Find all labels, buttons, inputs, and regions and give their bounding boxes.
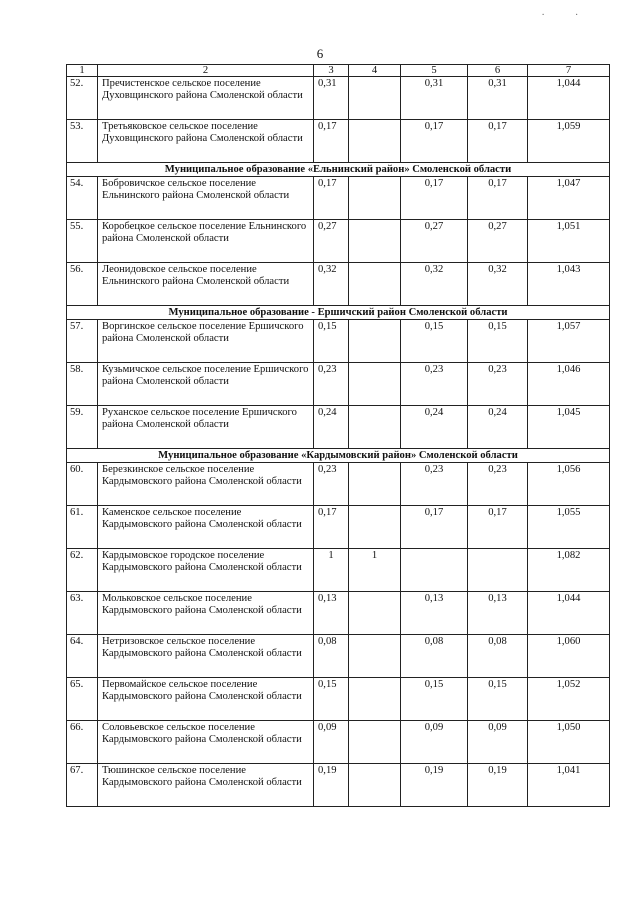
value-col3-cell: 0,15 [314,678,349,721]
coefficient-cell: 1,056 [528,463,610,506]
row-number-cell: 54. [67,177,98,220]
value-col4-cell [349,120,401,163]
coefficient-cell: 1,052 [528,678,610,721]
settlement-name-cell: Кузьмичское сельское поселение Ершичского района Смоленской области [98,363,314,406]
settlement-name-cell: Бобровичское сельское поселение Ельнинского района Смоленской области [98,177,314,220]
row-number-cell: 66. [67,721,98,764]
table-row [67,120,610,163]
value-col6-cell: 0,17 [468,506,528,549]
table-row [67,678,610,721]
row-number-cell: 61. [67,506,98,549]
value-col3-cell: 1 [314,549,349,592]
coefficient-cell: 1,044 [528,592,610,635]
table-row [67,406,610,449]
row-number-cell: 52. [67,77,98,120]
settlements-table [66,64,610,807]
row-number-cell: 62. [67,549,98,592]
row-number-cell: 55. [67,220,98,263]
value-col6-cell: 0,17 [468,177,528,220]
column-header: 4 [349,65,401,77]
value-col5-cell: 0,31 [401,77,468,120]
table-row [67,177,610,220]
coefficient-cell: 1,050 [528,721,610,764]
table-body [67,77,610,807]
coefficient-cell: 1,051 [528,220,610,263]
settlement-name-cell: Воргинское сельское поселение Ершичского района Смоленской области [98,320,314,363]
column-header: 7 [528,65,610,77]
coefficient-cell: 1,059 [528,120,610,163]
value-col4-cell [349,220,401,263]
value-col4-cell [349,463,401,506]
table-row [67,320,610,363]
table-row [67,721,610,764]
settlement-name-cell: Соловьевское сельское поселение Кардымовского района Смоленской области [98,721,314,764]
value-col4-cell [349,635,401,678]
value-col4-cell [349,406,401,449]
value-col4-cell [349,592,401,635]
value-col6-cell [468,549,528,592]
value-col3-cell: 0,17 [314,506,349,549]
row-number-cell: 67. [67,764,98,807]
coefficient-cell: 1,082 [528,549,610,592]
value-col4-cell [349,678,401,721]
value-col5-cell: 0,15 [401,320,468,363]
value-col4-cell [349,506,401,549]
table-row [67,263,610,306]
table-row [67,220,610,263]
coefficient-cell: 1,044 [528,77,610,120]
value-col3-cell: 0,23 [314,463,349,506]
row-number-cell: 63. [67,592,98,635]
value-col6-cell: 0,13 [468,592,528,635]
value-col5-cell: 0,09 [401,721,468,764]
value-col5-cell: 0,23 [401,463,468,506]
column-header: 3 [314,65,349,77]
settlement-name-cell: Первомайское сельское поселение Кардымовского района Смоленской области [98,678,314,721]
settlement-name-cell: Коробецкое сельское поселение Ельнинского района Смоленской области [98,220,314,263]
coefficient-cell: 1,041 [528,764,610,807]
row-number-cell: 56. [67,263,98,306]
settlement-name-cell: Мольковское сельское поселение Кардымовского района Смоленской области [98,592,314,635]
section-title: Муниципальное образование - Ершичский район Смоленской области [67,306,610,320]
coefficient-cell: 1,046 [528,363,610,406]
row-number-cell: 65. [67,678,98,721]
value-col4-cell [349,363,401,406]
value-col6-cell: 0,17 [468,120,528,163]
coefficient-cell: 1,043 [528,263,610,306]
value-col5-cell: 0,17 [401,177,468,220]
value-col3-cell: 0,23 [314,363,349,406]
column-header: 6 [468,65,528,77]
value-col4-cell [349,77,401,120]
value-col4-cell [349,263,401,306]
page-number: 6 [316,46,324,61]
value-col3-cell: 0,27 [314,220,349,263]
row-number-cell: 60. [67,463,98,506]
settlement-name-cell: Каменское сельское поселение Кардымовского района Смоленской области [98,506,314,549]
settlement-name-cell: Кардымовское городское поселение Кардымовского района Смоленской области [98,549,314,592]
value-col6-cell: 0,19 [468,764,528,807]
section-header-row [67,163,610,177]
table-row [67,764,610,807]
value-col3-cell: 0,31 [314,77,349,120]
value-col3-cell: 0,32 [314,263,349,306]
settlement-name-cell: Пречистенское сельское поселение Духовщинского района Смоленской области [98,77,314,120]
value-col5-cell: 0,13 [401,592,468,635]
table-row [67,549,610,592]
value-col5-cell: 0,17 [401,120,468,163]
coefficient-cell: 1,057 [528,320,610,363]
column-number-row [67,65,610,77]
section-title: Муниципальное образование «Ельнинский район» Смоленской области [67,163,610,177]
value-col4-cell: 1 [349,549,401,592]
value-col6-cell: 0,32 [468,263,528,306]
value-col3-cell: 0,17 [314,177,349,220]
coefficient-cell: 1,047 [528,177,610,220]
value-col5-cell: 0,24 [401,406,468,449]
value-col6-cell: 0,27 [468,220,528,263]
value-col6-cell: 0,08 [468,635,528,678]
coefficient-cell: 1,055 [528,506,610,549]
value-col6-cell: 0,15 [468,678,528,721]
table-row [67,463,610,506]
value-col4-cell [349,764,401,807]
settlement-name-cell: Третьяковское сельское поселение Духовщинского района Смоленской области [98,120,314,163]
coefficient-cell: 1,045 [528,406,610,449]
row-number-cell: 59. [67,406,98,449]
row-number-cell: 64. [67,635,98,678]
value-col3-cell: 0,19 [314,764,349,807]
value-col6-cell: 0,31 [468,77,528,120]
section-header-row [67,449,610,463]
value-col3-cell: 0,17 [314,120,349,163]
value-col6-cell: 0,23 [468,463,528,506]
value-col4-cell [349,320,401,363]
scan-marks: . . [541,6,592,18]
column-header: 5 [401,65,468,77]
value-col5-cell: 0,32 [401,263,468,306]
value-col5-cell: 0,15 [401,678,468,721]
table-row [67,592,610,635]
table-row [67,635,610,678]
value-col4-cell [349,721,401,764]
table-row [67,506,610,549]
value-col5-cell: 0,19 [401,764,468,807]
settlement-name-cell: Тюшинское сельское поселение Кардымовского района Смоленской области [98,764,314,807]
settlement-name-cell: Нетризовское сельское поселение Кардымовского района Смоленской области [98,635,314,678]
value-col6-cell: 0,23 [468,363,528,406]
value-col5-cell: 0,23 [401,363,468,406]
table-row [67,363,610,406]
value-col4-cell [349,177,401,220]
value-col3-cell: 0,08 [314,635,349,678]
value-col6-cell: 0,24 [468,406,528,449]
coefficient-cell: 1,060 [528,635,610,678]
column-header: 1 [67,65,98,77]
value-col5-cell: 0,27 [401,220,468,263]
value-col3-cell: 0,15 [314,320,349,363]
value-col5-cell [401,549,468,592]
settlement-name-cell: Руханское сельское поселение Ершичского района Смоленской области [98,406,314,449]
value-col5-cell: 0,17 [401,506,468,549]
settlement-name-cell: Леонидовское сельское поселение Ельнинского района Смоленской области [98,263,314,306]
section-header-row [67,306,610,320]
value-col6-cell: 0,15 [468,320,528,363]
table-row [67,77,610,120]
value-col6-cell: 0,09 [468,721,528,764]
row-number-cell: 58. [67,363,98,406]
column-header: 2 [98,65,314,77]
value-col3-cell: 0,13 [314,592,349,635]
value-col3-cell: 0,24 [314,406,349,449]
row-number-cell: 57. [67,320,98,363]
settlement-name-cell: Березкинское сельское поселение Кардымовского района Смоленской области [98,463,314,506]
row-number-cell: 53. [67,120,98,163]
value-col5-cell: 0,08 [401,635,468,678]
value-col3-cell: 0,09 [314,721,349,764]
section-title: Муниципальное образование «Кардымовский район» Смоленской области [67,449,610,463]
